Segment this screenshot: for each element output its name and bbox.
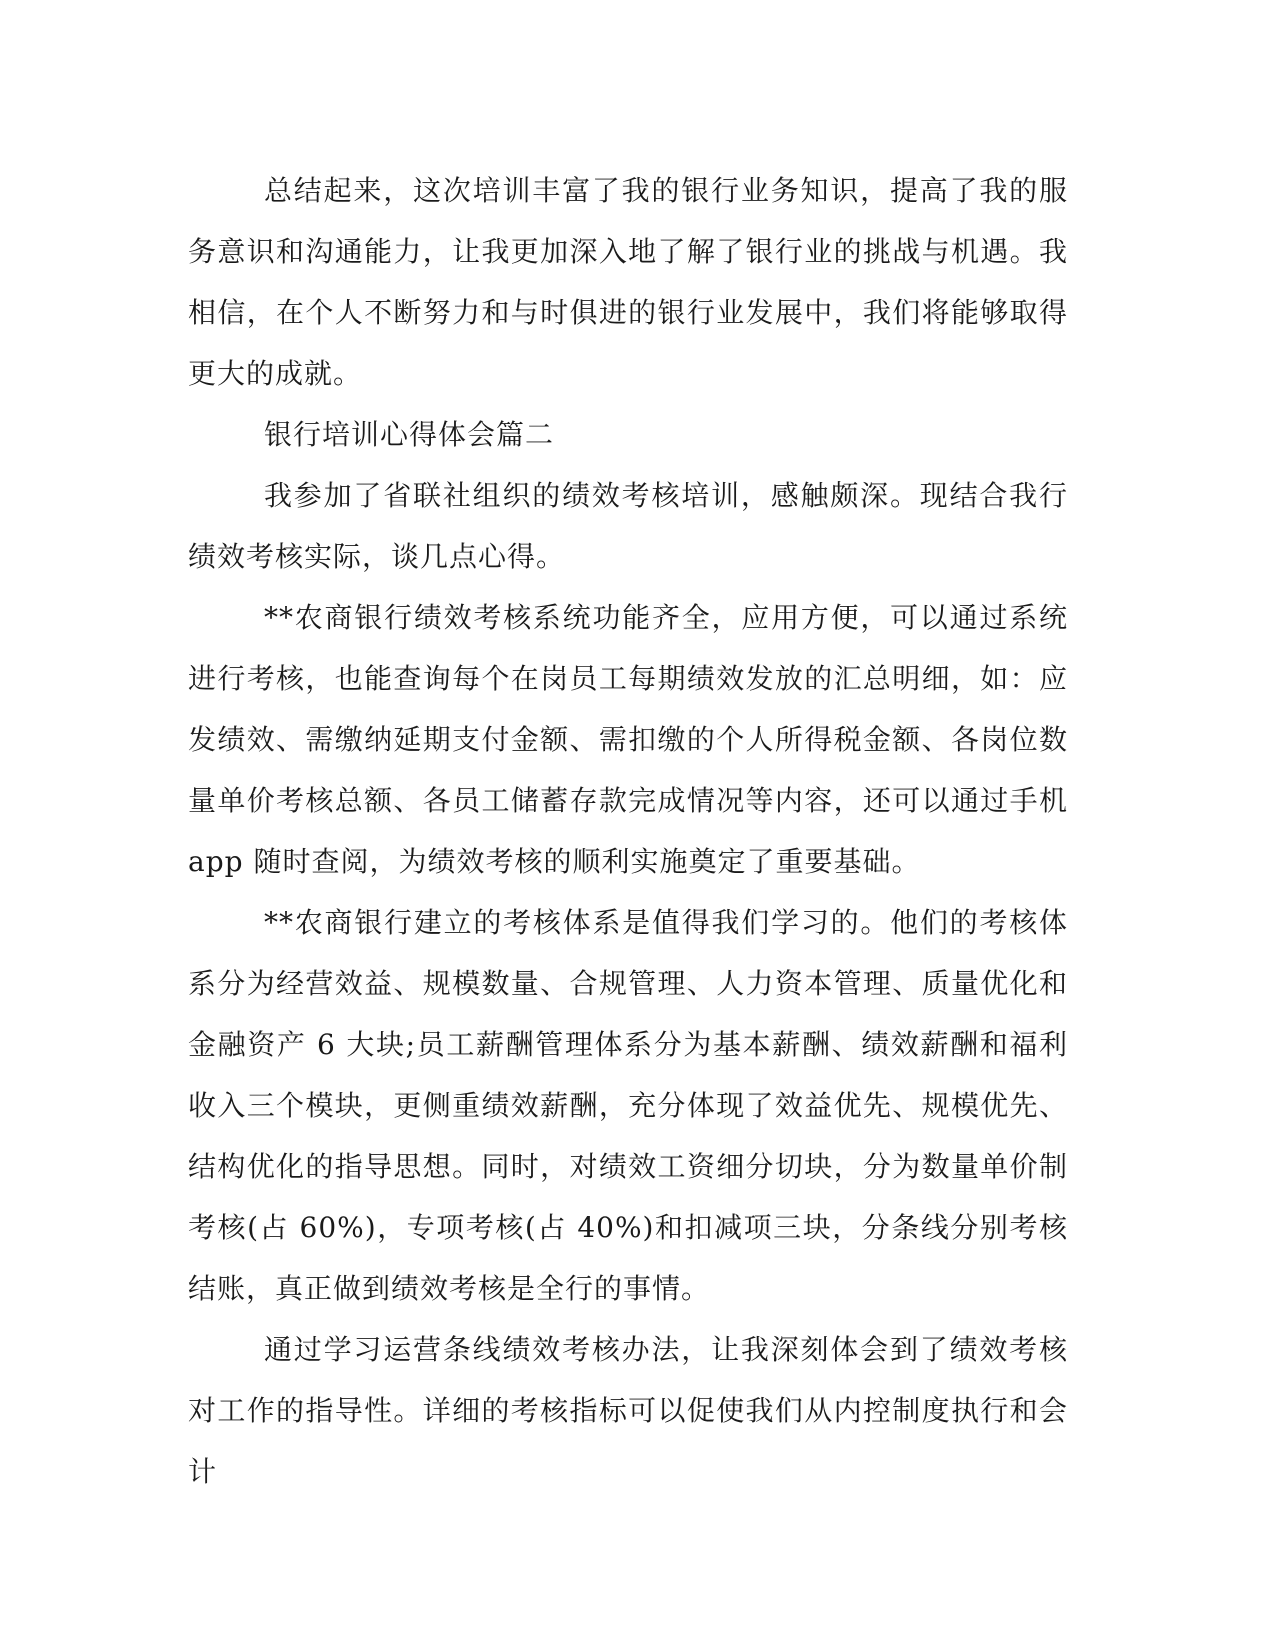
paragraph-operations: 通过学习运营条线绩效考核办法，让我深刻体会到了绩效考核对工作的指导性。详细的考核指标可以促使我们从内控制度执行和会计 [188, 1333, 1068, 1488]
paragraph-system: **农商银行绩效考核系统功能齐全，应用方便，可以通过系统进行考核，也能查询每个在岗员工每期绩效发放的汇总明细，如：应发绩效、需缴纳延期支付金额、需扣缴的个人所得税金额、各岗位数量单价考核总额、各员工储蓄存款完成情况等内容，还可以通过手机 app 随时查阅，为绩效考核的顺利实施奠定了重要基础。 [188, 601, 1068, 878]
section-heading: 银行培训心得体会篇二 [264, 418, 555, 451]
paragraph-intro: 我参加了省联社组织的绩效考核培训，感触颇深。现结合我行绩效考核实际，谈几点心得。 [188, 479, 1068, 573]
document-body [188, 160, 1068, 1502]
paragraph-assessment: **农商银行建立的考核体系是值得我们学习的。他们的考核体系分为经营效益、规模数量、合规管理、人力资本管理、质量优化和金融资产 6 大块;员工薪酬管理体系分为基本薪酬、绩效薪酬和福利收入三个模块，更侧重绩效薪酬，充分体现了效益优先、规模优先、结构优化的指导思想。同时，对绩效工资细分切块，分为数量单价制考核(占 60%)，专项考核(占 40%)和扣减项三块，分条线分别考核结账，真正做到绩效考核是全行的事情。 [188, 906, 1068, 1305]
paragraph-summary: 总结起来，这次培训丰富了我的银行业务知识，提高了我的服务意识和沟通能力，让我更加深入地了解了银行业的挑战与机遇。我相信，在个人不断努力和与时俱进的银行业发展中，我们将能够取得更大的成就。 [188, 174, 1068, 390]
